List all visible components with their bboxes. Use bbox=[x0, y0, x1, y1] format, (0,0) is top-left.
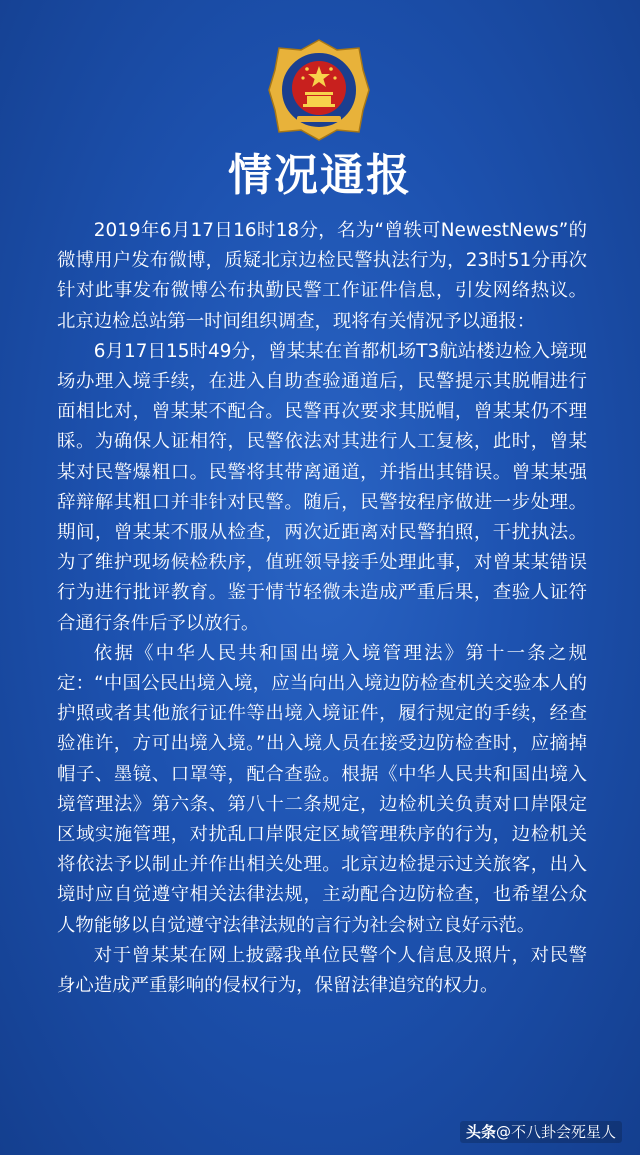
notice-paragraph: 2019年6月17日16时18分，名为“曾轶可NewestNews”的微博用户发布微博，质疑北京边检民警执法行为，23时51分再次针对此事发布微博公布执勤民警工作证件信息，引发网络热议。北京边检总站第一时间组织调查，现将有关情况予以通报： bbox=[57, 220, 587, 332]
notice-paragraph: 6月17日15时49分，曾某某在首都机场T3航站楼边检入境现场办理入境手续，在进入自助查验通道后，民警提示其脱帽进行面相比对，曾某某不配合。民警再次要求其脱帽，曾某某仍不理睬。为确保人证相符，民警依法对其进行人工复核，此时，曾某某对民警爆粗口。民警将其带离通道，并指出其错误。曾某某强辞辩解其粗口并非针对民警。随后，民警按程序做进一步处理。期间，曾某某不服从检查，两次近距离对民警拍照，干扰执法。为了维护现场候检秩序，值班领导接手处理此事，对曾某某错误行为进行批评教育。鉴于情节轻微未造成严重后果，查验人证符合通行条件后予以放行。 bbox=[57, 340, 587, 634]
watermark-brand: 头条 bbox=[465, 1123, 496, 1141]
notice-title: 情况通报 bbox=[228, 150, 412, 201]
watermark bbox=[460, 1121, 622, 1143]
notice-body bbox=[57, 216, 587, 1001]
notice-paragraph: 依据《中华人民共和国出境入境管理法》第十一条之规定：“中国公民出境入境，应当向出入境边防检查机关交验本人的护照或者其他旅行证件等出境入境证件，履行规定的手续，经查验准许，方可出境入境。”出入境人员在接受边防检查时，应摘掉帽子、墨镜、口罩等，配合查验。根据《中华人民共和国出境入境管理法》第六条、第八十二条规定，边检机关负责对口岸限定区域实施管理，对扰乱口岸限定区域管理秩序的行为，边检机关将依法予以制止并作出相关处理。北京边检提示过关旅客，出入境时应自觉遵守相关法律法规，主动配合边防检查，也希望公众人物能够以自觉遵守法律法规的言行为社会树立良好示范。 bbox=[57, 642, 587, 936]
police-emblem-icon bbox=[267, 38, 371, 142]
notice-paragraph: 对于曾某某在网上披露我单位民警个人信息及照片，对民警身心造成严重影响的侵权行为，保留法律追究的权力。 bbox=[57, 944, 587, 997]
watermark-handle: @不八卦会死星人 bbox=[495, 1123, 616, 1141]
